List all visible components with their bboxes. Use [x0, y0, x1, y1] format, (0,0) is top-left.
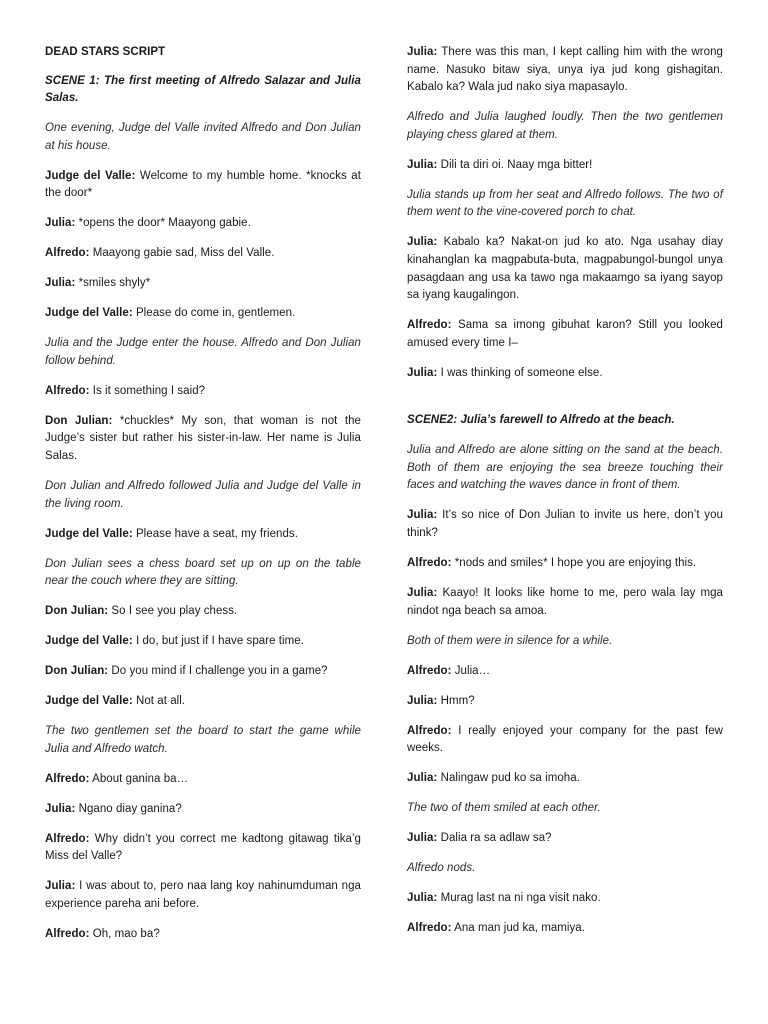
- dialogue-text: *smiles shyly*: [75, 277, 151, 290]
- scene-heading: SCENE 1: The first meeting of Alfredo Salazar and Julia Salas.: [45, 74, 361, 105]
- dialogue-text: I really enjoyed your company for the past few weeks.: [407, 724, 723, 755]
- dialogue-line: [45, 168, 361, 203]
- stage-direction: The two of them smiled at each other.: [407, 802, 601, 815]
- stage-direction: Alfredo nods.: [407, 862, 476, 875]
- speaker-name: Judge del Valle:: [45, 527, 133, 540]
- speaker-name: Julia:: [407, 892, 438, 905]
- dialogue-line: [45, 771, 361, 789]
- dialogue-text: Kaayo! It looks like home to me, pero wala lay mga nindot nga beach sa amoa.: [407, 586, 723, 617]
- stage-direction: Both of them were in silence for a while.: [407, 634, 613, 647]
- speaker-name: Julia:: [45, 880, 76, 893]
- speaker-name: Julia:: [407, 832, 438, 845]
- dialogue-text: *opens the door* Maayong gabie.: [75, 217, 251, 230]
- speaker-name: Julia:: [407, 236, 438, 249]
- dialogue-line: [407, 830, 723, 848]
- dialogue-text: Dili ta diri oi. Naay mga bitter!: [437, 158, 593, 171]
- dialogue-text: Is it something I said?: [89, 384, 206, 397]
- dialogue-line: [45, 526, 361, 544]
- dialogue-line: [45, 878, 361, 913]
- dialogue-line: [45, 413, 361, 466]
- dialogue-line: [407, 507, 723, 542]
- speaker-name: Alfredo:: [45, 772, 90, 785]
- dialogue-text: So I see you play chess.: [108, 605, 238, 618]
- dialogue-text: Kabalo ka? Nakat-on jud ko ato. Nga usahay diay kinahanglan ka magpabuta-buta, magpabungol-bungol unya pasagdaan ang usa ka tawo nga makaamgo sa iyang sayop sa iyang kaugalingon.: [407, 236, 723, 302]
- speaker-name: Alfredo:: [407, 319, 452, 332]
- dialogue-text: Oh, mao ba?: [89, 927, 160, 940]
- dialogue-line: [45, 693, 361, 711]
- dialogue-line: [407, 663, 723, 681]
- speaker-name: Julia:: [407, 46, 438, 58]
- right-column: [407, 44, 723, 950]
- speaker-name: Julia:: [407, 586, 438, 599]
- dialogue-line: [407, 365, 723, 383]
- speaker-name: Julia:: [45, 277, 76, 290]
- speaker-name: Julia:: [45, 217, 76, 230]
- dialogue-line: [45, 663, 361, 681]
- dialogue-text: Julia…: [451, 664, 491, 677]
- dialogue-line: [45, 603, 361, 621]
- dialogue-line: [45, 215, 361, 233]
- stage-direction: One evening, Judge del Valle invited Alfredo and Don Julian at his house.: [45, 122, 361, 152]
- dialogue-line: [407, 723, 723, 758]
- dialogue-line: [407, 920, 723, 938]
- speaker-name: Julia:: [407, 366, 438, 379]
- speaker-name: Julia:: [407, 694, 438, 707]
- dialogue-text: I was about to, pero naa lang koy nahinumduman nga experience pareha ani before.: [45, 880, 361, 910]
- dialogue-text: Dalia ra sa adlaw sa?: [437, 832, 552, 845]
- stage-direction: Julia and the Judge enter the house. Alfredo and Don Julian follow behind.: [45, 337, 361, 367]
- scene-heading: SCENE2: Julia’s farewell to Alfredo at the beach.: [407, 414, 675, 427]
- speaker-name: Julia:: [407, 509, 438, 522]
- speaker-name: Alfredo:: [407, 922, 452, 934]
- dialogue-text: About ganina ba…: [89, 772, 189, 785]
- dialogue-line: [407, 585, 723, 620]
- dialogue-text: Why didn’t you correct me kadtong gitawag tika’g Miss del Valle?: [45, 832, 361, 863]
- speaker-name: Julia:: [45, 802, 76, 815]
- dialogue-line: [45, 305, 361, 323]
- dialogue-text: Sama sa imong gibuhat karon? Still you looked amused every time I–: [407, 319, 723, 349]
- dialogue-line: [407, 234, 723, 304]
- dialogue-text: It’s so nice of Don Julian to invite us here, don’t you think?: [407, 509, 723, 539]
- dialogue-text: Maayong gabie sad, Miss del Valle.: [89, 247, 275, 260]
- dialogue-line: [45, 831, 361, 866]
- dialogue-text: I do, but just if I have spare time.: [132, 635, 304, 648]
- stage-direction: Julia stands up from her seat and Alfredo follows. The two of them went to the vine-covered porch to chat.: [407, 188, 723, 219]
- speaker-name: Alfredo:: [45, 384, 90, 397]
- speaker-name: Julia:: [407, 772, 438, 785]
- dialogue-line: [45, 633, 361, 651]
- dialogue-line: [407, 44, 723, 97]
- dialogue-line: [45, 245, 361, 263]
- speaker-name: Alfredo:: [407, 556, 452, 569]
- dialogue-text: Nalingaw pud ko sa imoha.: [437, 772, 580, 785]
- speaker-name: Judge del Valle:: [45, 695, 133, 708]
- dialogue-line: [407, 317, 723, 352]
- stage-direction: Don Julian sees a chess board set up on up on the table near the couch where they are sitting.: [45, 557, 361, 588]
- stage-direction: Julia and Alfredo are alone sitting on the sand at the beach. Both of them are enjoying the sea breeze touching their faces and watching the waves dance in front of them.: [407, 444, 723, 492]
- left-column: [45, 44, 361, 956]
- speaker-name: Julia:: [407, 158, 438, 171]
- stage-direction: Don Julian and Alfredo followed Julia and Judge del Valle in the living room.: [45, 480, 361, 510]
- dialogue-line: [407, 555, 723, 573]
- dialogue-line: [407, 693, 723, 711]
- dialogue-text: Ana man jud ka, mamiya.: [451, 922, 585, 934]
- speaker-name: Judge del Valle:: [45, 635, 133, 648]
- dialogue-text: Hmm?: [437, 694, 475, 707]
- dialogue-line: [45, 383, 361, 401]
- script-title: DEAD STARS SCRIPT: [45, 46, 166, 58]
- dialogue-text: There was this man, I kept calling him with the wrong name. Nasuko bitaw siya, unya iya jud kong gishagitan. Kabalo ka? Wala jud nako siya mapasaylo.: [407, 46, 723, 94]
- speaker-name: Alfredo:: [45, 247, 90, 260]
- speaker-name: Alfredo:: [45, 927, 90, 940]
- speaker-name: Don Julian:: [45, 665, 109, 678]
- dialogue-text: *nods and smiles* I hope you are enjoying this.: [451, 556, 697, 569]
- dialogue-text: I was thinking of someone else.: [437, 366, 603, 379]
- speaker-name: Alfredo:: [45, 832, 90, 845]
- dialogue-text: Not at all.: [132, 695, 186, 708]
- dialogue-text: Please do come in, gentlemen.: [132, 307, 296, 320]
- speaker-name: Alfredo:: [407, 664, 452, 677]
- dialogue-line: [45, 801, 361, 819]
- dialogue-line: [407, 890, 723, 908]
- dialogue-text: Do you mind if I challenge you in a game?: [108, 665, 328, 678]
- dialogue-text: Please have a seat, my friends.: [132, 527, 298, 540]
- speaker-name: Alfredo:: [407, 724, 452, 737]
- dialogue-text: Welcome to my humble home. *knocks at the door*: [45, 169, 361, 200]
- stage-direction: Alfredo and Julia laughed loudly. Then the two gentlemen playing chess glared at them.: [407, 111, 723, 141]
- dialogue-text: Ngano diay ganina?: [75, 802, 182, 815]
- dialogue-text: *chuckles* My son, that woman is not the Judge’s sister but rather his sister-in-law. Her name is Julia Salas.: [45, 414, 361, 463]
- dialogue-text: Murag last na ni nga visit nako.: [437, 892, 601, 905]
- dialogue-line: [45, 275, 361, 293]
- dialogue-line: [45, 926, 361, 944]
- dialogue-line: [407, 157, 723, 175]
- speaker-name: Judge del Valle:: [45, 307, 133, 320]
- speaker-name: Don Julian:: [45, 605, 109, 618]
- dialogue-line: [407, 770, 723, 788]
- speaker-name: Don Julian:: [45, 414, 113, 427]
- speaker-name: Judge del Valle:: [45, 169, 136, 182]
- stage-direction: The two gentlemen set the board to start the game while Julia and Alfredo watch.: [45, 725, 361, 755]
